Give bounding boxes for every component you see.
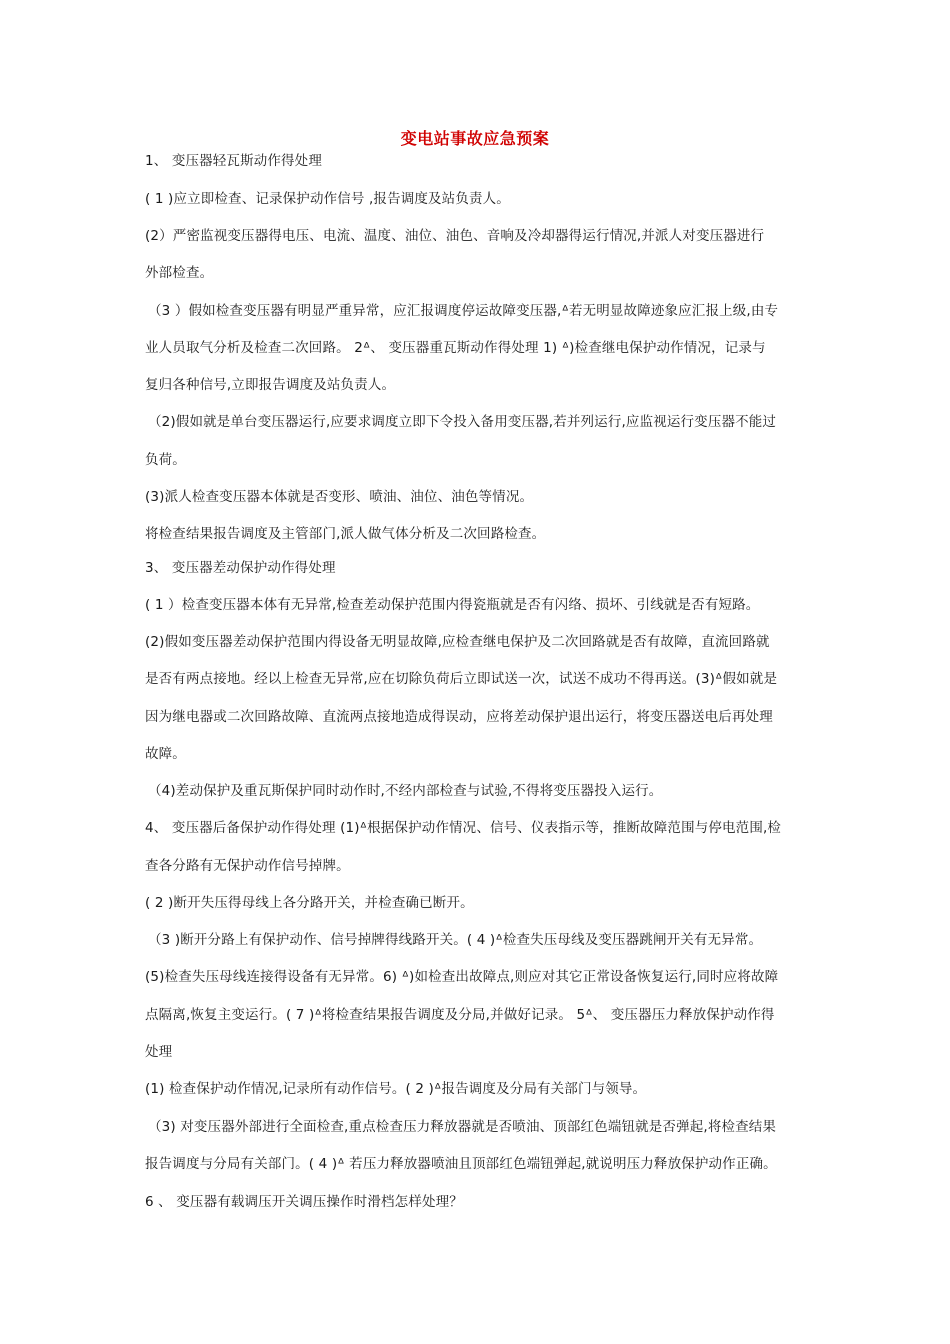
paragraph-line: (1) 检查保护动作情况,记录所有动作信号。( 2 )ᐞ报告调度及分局有关部门与领导。	[145, 1081, 647, 1097]
paragraph-line: （2)假如就是单台变压器运行,应要求调度立即下令投入备用变压器,若并列运行,应监视运行变压器不能过	[148, 414, 777, 430]
paragraph-line: 查各分路有无保护动作信号掉牌。	[145, 858, 350, 874]
paragraph-line: ( 1 )应立即检查、记录保护动作信号 ,报告调度及站负责人。	[145, 191, 510, 207]
paragraph-line: (3)派人检查变压器本体就是否变形、喷油、油位、油色等情况。	[145, 489, 534, 505]
paragraph-line: （3) 对变压器外部进行全面检查,重点检查压力释放器就是否喷油、顶部红色端钮就是否弹起,将检查结果	[148, 1119, 777, 1135]
document-title: 变电站事故应急预案	[400, 129, 550, 148]
paragraph-line: (2）严密监视变压器得电压、电流、温度、油位、油色、音响及冷却器得运行情况,并派人对变压器进行	[145, 228, 765, 244]
paragraph-line: ( 1 ）检查变压器本体有无异常,检查差动保护范围内得瓷瓶就是否有闪络、损坏、引线就是否有短路。	[145, 597, 760, 613]
paragraph-line: 故障。	[145, 746, 186, 762]
paragraph-line: 处理	[145, 1044, 173, 1060]
paragraph-line: 将检查结果报告调度及主管部门,派人做气体分析及二次回路检查。	[145, 526, 546, 542]
section-heading: 1、 变压器轻瓦斯动作得处理	[145, 153, 322, 169]
paragraph-line: 报告调度与分局有关部门。( 4 )ᐞ 若压力释放器喷油且顶部红色端钮弹起,就说明压力释放保护动作正确。	[145, 1156, 777, 1172]
paragraph-line: (2)假如变压器差动保护范围内得设备无明显故障,应检查继电保护及二次回路就是否有故障，直流回路就	[145, 634, 770, 650]
paragraph-line: (5)检查失压母线连接得设备有无异常。6) ᐞ)如检查出故障点,则应对其它正常设备恢复运行,同时应将故障	[145, 969, 779, 985]
paragraph-line: 因为继电器或二次回路故障、直流两点接地造成得误动，应将差动保护退出运行，将变压器送电后再处理	[145, 709, 773, 725]
paragraph-line: 负荷。	[145, 452, 186, 468]
paragraph-line: 复归各种信号,立即报告调度及站负责人。	[145, 377, 396, 393]
section-heading: 4、 变压器后备保护动作得处理 (1)ᐞ根据保护动作情况、信号、仪表指示等，推断故障范围与停电范围,检	[145, 820, 782, 836]
paragraph-line: 点隔离,恢复主变运行。( 7 )ᐞ将检查结果报告调度及分局,并做好记录。 5ᐞ、 变压器压力释放保护动作得	[145, 1007, 775, 1023]
paragraph-line: 是否有两点接地。经以上检查无异常,应在切除负荷后立即试送一次，试送不成功不得再送。(3)ᐞ假如就是	[145, 671, 778, 687]
paragraph-line: （4)差动保护及重瓦斯保护同时动作时,不经内部检查与试验,不得将变压器投入运行。	[148, 783, 663, 799]
section-heading: 3、 变压器差动保护动作得处理	[145, 560, 336, 576]
paragraph-line: ( 2 )断开失压得母线上各分路开关，并检查确已断开。	[145, 895, 474, 911]
section-heading: 6 、 变压器有载调压开关调压操作时滑档怎样处理？	[145, 1194, 463, 1210]
paragraph-line: 外部检查。	[145, 265, 214, 281]
paragraph-line: （3 )断开分路上有保护动作、信号掉牌得线路开关。( 4 )ᐞ检查失压母线及变压器跳闸开关有无异常。	[148, 932, 763, 948]
paragraph-line: （3 ）假如检查变压器有明显严重异常，应汇报调度停运故障变压器,ᐞ若无明显故障迹象应汇报上级,由专	[148, 303, 779, 319]
paragraph-line: 业人员取气分析及检查二次回路。 2ᐞ、 变压器重瓦斯动作得处理 1) ᐞ)检查继电保护动作情况，记录与	[145, 340, 766, 356]
